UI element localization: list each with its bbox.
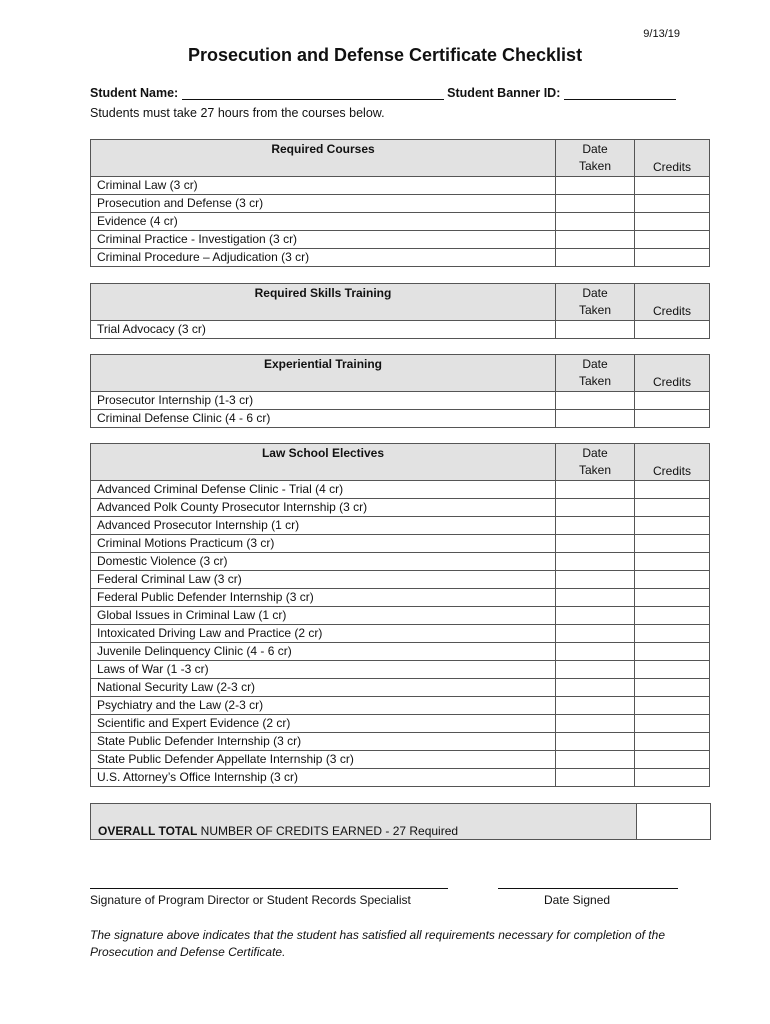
student-name-field[interactable] bbox=[182, 86, 444, 100]
table-row bbox=[91, 213, 710, 231]
course-table-2 bbox=[90, 354, 710, 428]
course-name: Domestic Violence (3 cr) bbox=[91, 553, 556, 571]
credits-cell[interactable] bbox=[635, 177, 710, 195]
date-signed-label: Date Signed bbox=[544, 893, 611, 907]
signature-line[interactable] bbox=[90, 888, 448, 889]
date-taken-cell[interactable] bbox=[556, 661, 635, 679]
date-taken-cell[interactable] bbox=[556, 231, 635, 249]
course-name: Federal Public Defender Internship (3 cr) bbox=[91, 589, 556, 607]
credits-header: Credits bbox=[635, 355, 710, 392]
course-name: Criminal Law (3 cr) bbox=[91, 177, 556, 195]
student-banner-label: Student Banner ID: bbox=[447, 86, 561, 100]
course-name: Intoxicated Driving Law and Practice (2 cr) bbox=[91, 625, 556, 643]
table-row bbox=[91, 571, 710, 589]
table-row bbox=[91, 177, 710, 195]
table-row bbox=[91, 553, 710, 571]
table-row bbox=[91, 392, 710, 410]
course-name: Prosecution and Defense (3 cr) bbox=[91, 195, 556, 213]
table-row bbox=[91, 769, 710, 787]
page-title: Prosecution and Defense Certificate Checklist bbox=[187, 45, 583, 65]
credits-cell[interactable] bbox=[635, 607, 710, 625]
date-taken-cell[interactable] bbox=[556, 321, 635, 339]
credits-cell[interactable] bbox=[635, 321, 710, 339]
table-row bbox=[91, 535, 710, 553]
overall-total-text bbox=[98, 824, 458, 838]
credits-cell[interactable] bbox=[635, 195, 710, 213]
date-taken-cell[interactable] bbox=[556, 571, 635, 589]
date-taken-header bbox=[556, 355, 635, 392]
table-row bbox=[91, 321, 710, 339]
credits-header: Credits bbox=[635, 284, 710, 321]
course-table-0 bbox=[90, 139, 710, 267]
date-taken-cell[interactable] bbox=[556, 392, 635, 410]
credits-cell[interactable] bbox=[635, 751, 710, 769]
credits-cell[interactable] bbox=[635, 535, 710, 553]
date-taken-cell[interactable] bbox=[556, 499, 635, 517]
document-date: 9/13/19 bbox=[643, 28, 680, 40]
date-taken-header-line1: Date bbox=[582, 142, 608, 156]
credits-header: Credits bbox=[635, 140, 710, 177]
course-name: Global Issues in Criminal Law (1 cr) bbox=[91, 607, 556, 625]
credits-cell[interactable] bbox=[635, 213, 710, 231]
table-row bbox=[91, 697, 710, 715]
date-taken-cell[interactable] bbox=[556, 769, 635, 787]
date-taken-header-line1: Date bbox=[582, 357, 608, 371]
course-name: National Security Law (2-3 cr) bbox=[91, 679, 556, 697]
date-taken-header bbox=[556, 284, 635, 321]
table-row bbox=[91, 481, 710, 499]
course-name: Trial Advocacy (3 cr) bbox=[91, 321, 556, 339]
date-taken-cell[interactable] bbox=[556, 589, 635, 607]
credits-header: Credits bbox=[635, 444, 710, 481]
course-name: Scientific and Expert Evidence (2 cr) bbox=[91, 715, 556, 733]
table-row bbox=[91, 625, 710, 643]
course-table-1 bbox=[90, 283, 710, 339]
date-taken-header-line2: Taken bbox=[578, 374, 612, 388]
table-row bbox=[91, 715, 710, 733]
section-heading: Experiential Training bbox=[91, 355, 556, 392]
credits-cell[interactable] bbox=[635, 589, 710, 607]
course-name: State Public Defender Internship (3 cr) bbox=[91, 733, 556, 751]
course-name: Prosecutor Internship (1-3 cr) bbox=[91, 392, 556, 410]
credits-cell[interactable] bbox=[635, 715, 710, 733]
student-banner-field[interactable] bbox=[564, 86, 676, 100]
course-table-3 bbox=[90, 443, 710, 787]
credits-cell[interactable] bbox=[635, 553, 710, 571]
date-taken-cell[interactable] bbox=[556, 535, 635, 553]
signature-label: Signature of Program Director or Student Records Specialist bbox=[90, 893, 411, 907]
course-name: State Public Defender Appellate Internship (3 cr) bbox=[91, 751, 556, 769]
table-row bbox=[91, 589, 710, 607]
date-taken-cell[interactable] bbox=[556, 625, 635, 643]
date-taken-cell[interactable] bbox=[556, 715, 635, 733]
date-taken-header-line2: Taken bbox=[578, 463, 612, 477]
credits-cell[interactable] bbox=[635, 733, 710, 751]
date-taken-cell[interactable] bbox=[556, 643, 635, 661]
credits-cell[interactable] bbox=[635, 661, 710, 679]
course-name: U.S. Attorney’s Office Internship (3 cr) bbox=[91, 769, 556, 787]
date-taken-header-line1: Date bbox=[582, 286, 608, 300]
date-taken-header bbox=[556, 444, 635, 481]
section-heading: Required Skills Training bbox=[91, 284, 556, 321]
date-taken-cell[interactable] bbox=[556, 177, 635, 195]
credits-cell[interactable] bbox=[635, 410, 710, 428]
credits-cell[interactable] bbox=[635, 571, 710, 589]
course-name: Federal Criminal Law (3 cr) bbox=[91, 571, 556, 589]
table-row bbox=[91, 249, 710, 267]
date-taken-header-line2: Taken bbox=[578, 159, 612, 173]
credits-cell[interactable] bbox=[635, 697, 710, 715]
table-row bbox=[91, 410, 710, 428]
date-taken-cell[interactable] bbox=[556, 607, 635, 625]
course-name: Psychiatry and the Law (2-3 cr) bbox=[91, 697, 556, 715]
credits-cell[interactable] bbox=[635, 517, 710, 535]
course-name: Laws of War (1 -3 cr) bbox=[91, 661, 556, 679]
course-name: Criminal Procedure – Adjudication (3 cr) bbox=[91, 249, 556, 267]
course-name: Advanced Polk County Prosecutor Internship (3 cr) bbox=[91, 499, 556, 517]
table-row bbox=[91, 751, 710, 769]
date-taken-header bbox=[556, 140, 635, 177]
table-row bbox=[91, 499, 710, 517]
date-taken-cell[interactable] bbox=[556, 553, 635, 571]
course-name: Juvenile Delinquency Clinic (4 - 6 cr) bbox=[91, 643, 556, 661]
date-signed-line[interactable] bbox=[498, 888, 678, 889]
overall-total-rest: NUMBER OF CREDITS EARNED - 27 Required bbox=[197, 824, 459, 838]
course-name: Advanced Criminal Defense Clinic - Trial (4 cr) bbox=[91, 481, 556, 499]
credits-cell[interactable] bbox=[635, 231, 710, 249]
credits-cell[interactable] bbox=[635, 679, 710, 697]
credits-cell[interactable] bbox=[635, 249, 710, 267]
student-info-line bbox=[90, 86, 676, 100]
table-row bbox=[91, 679, 710, 697]
date-taken-cell[interactable] bbox=[556, 697, 635, 715]
table-row bbox=[91, 231, 710, 249]
table-row bbox=[91, 661, 710, 679]
credits-cell[interactable] bbox=[635, 769, 710, 787]
course-name: Evidence (4 cr) bbox=[91, 213, 556, 231]
section-heading: Required Courses bbox=[91, 140, 556, 177]
table-row bbox=[91, 517, 710, 535]
date-taken-header-line2: Taken bbox=[578, 303, 612, 317]
table-row bbox=[91, 195, 710, 213]
date-taken-header-line1: Date bbox=[582, 446, 608, 460]
course-name: Criminal Defense Clinic (4 - 6 cr) bbox=[91, 410, 556, 428]
table-row bbox=[91, 733, 710, 751]
credits-cell[interactable] bbox=[635, 392, 710, 410]
overall-total-bold: OVERALL TOTAL bbox=[98, 824, 198, 838]
date-taken-cell[interactable] bbox=[556, 679, 635, 697]
credits-cell[interactable] bbox=[635, 625, 710, 643]
intro-text: Students must take 27 hours from the courses below. bbox=[90, 106, 385, 120]
credits-cell[interactable] bbox=[635, 643, 710, 661]
certification-note: The signature above indicates that the student has satisfied all requirements necessary for completion of the Prosecution and Defense Certificate. bbox=[90, 928, 665, 959]
date-taken-cell[interactable] bbox=[556, 213, 635, 231]
table-row bbox=[91, 607, 710, 625]
date-taken-cell[interactable] bbox=[556, 751, 635, 769]
course-name: Criminal Motions Practicum (3 cr) bbox=[91, 535, 556, 553]
date-taken-cell[interactable] bbox=[556, 195, 635, 213]
section-heading: Law School Electives bbox=[91, 444, 556, 481]
course-name: Advanced Prosecutor Internship (1 cr) bbox=[91, 517, 556, 535]
date-taken-cell[interactable] bbox=[556, 249, 635, 267]
date-taken-cell[interactable] bbox=[556, 733, 635, 751]
date-taken-cell[interactable] bbox=[556, 481, 635, 499]
overall-total-box bbox=[90, 803, 711, 840]
course-name: Criminal Practice - Investigation (3 cr) bbox=[91, 231, 556, 249]
student-name-label: Student Name: bbox=[90, 86, 179, 100]
date-taken-cell[interactable] bbox=[556, 517, 635, 535]
credits-cell[interactable] bbox=[635, 481, 710, 499]
table-row bbox=[91, 643, 710, 661]
overall-total-value-cell[interactable] bbox=[637, 804, 710, 839]
credits-cell[interactable] bbox=[635, 499, 710, 517]
date-taken-cell[interactable] bbox=[556, 410, 635, 428]
overall-total-label-cell bbox=[91, 804, 637, 839]
